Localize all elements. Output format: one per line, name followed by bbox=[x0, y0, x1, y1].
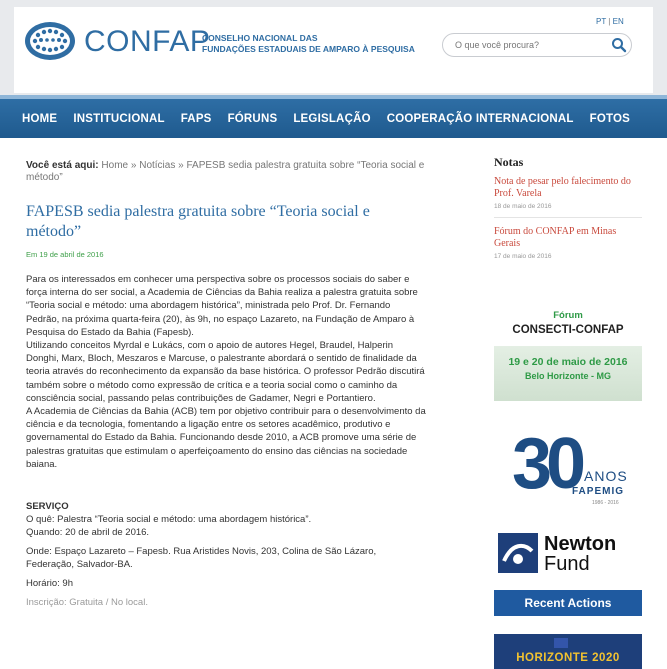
recent-actions-button[interactable]: Recent Actions bbox=[494, 590, 642, 616]
forum-label: Fórum bbox=[553, 310, 583, 321]
forum-name: CONSECTI-CONFAP bbox=[512, 324, 624, 336]
search-icon[interactable] bbox=[611, 37, 627, 53]
servico-when: Quando: 20 de abril de 2016. bbox=[26, 527, 150, 539]
brand-subtitle-line1: CONSELHO NACIONAL DAS bbox=[202, 33, 318, 43]
confap-logo-icon[interactable] bbox=[24, 21, 76, 61]
nav-item-foruns[interactable]: FÓRUNS bbox=[227, 112, 278, 125]
main-navigation bbox=[0, 95, 667, 138]
article-title: FAPESB sedia palestra gratuita sobre “Teoria social e método” bbox=[26, 203, 370, 240]
brand-name[interactable]: CONFAP bbox=[84, 25, 211, 58]
list-item bbox=[494, 176, 642, 210]
lang-pt-link[interactable]: PT bbox=[596, 17, 607, 26]
nav-item-legislacao[interactable]: LEGISLAÇÃO bbox=[293, 112, 371, 125]
site-header bbox=[0, 0, 667, 95]
language-switcher bbox=[596, 17, 624, 26]
servico-entry: Inscrição: Gratuita / No local. bbox=[26, 597, 148, 609]
nav-item-institucional[interactable]: INSTITUCIONAL bbox=[73, 112, 165, 125]
divider bbox=[494, 210, 642, 218]
horizonte-label: HORIZONTE 2020 bbox=[516, 652, 620, 664]
newton-fund-banner[interactable] bbox=[494, 531, 642, 581]
list-item bbox=[494, 226, 642, 260]
fapemig-anos: ANOS bbox=[584, 468, 628, 484]
nav-item-fotos[interactable]: FOTOS bbox=[589, 112, 631, 125]
nav-menu bbox=[22, 99, 646, 138]
brand-subtitle-line2: FUNDAÇÕES ESTADUAIS DE AMPARO À PESQUISA bbox=[202, 44, 415, 54]
search-box bbox=[442, 33, 632, 57]
note-date: 18 de maio de 2016 bbox=[494, 203, 552, 210]
article-column bbox=[26, 160, 456, 609]
article-date: Em 19 de abril de 2016 bbox=[26, 250, 104, 259]
breadcrumb bbox=[26, 160, 456, 184]
servico-what: O quê: Palestra “Teoria social e método: uma abordagem histórica”. bbox=[26, 514, 312, 526]
breadcrumb-separator: » bbox=[128, 160, 140, 171]
servico-where: Onde: Espaço Lazareto – Fapesb. Rua Aristides Novis, 203, Colina de São Lázaro, Federação, Salvador-BA. bbox=[26, 546, 377, 571]
forum-dates: 19 e 20 de maio de 2016 bbox=[508, 356, 628, 368]
nav-item-home[interactable]: HOME bbox=[22, 112, 58, 125]
breadcrumb-prefix: Você está aqui: bbox=[26, 160, 99, 171]
breadcrumb-current: FAPESB sedia palestra gratuita sobre “Teoria social e método” bbox=[26, 160, 425, 183]
newton-line1: Newton bbox=[544, 533, 617, 555]
note-date: 17 de maio de 2016 bbox=[494, 253, 552, 260]
newton-fund-icon bbox=[498, 533, 538, 573]
forum-date-panel bbox=[494, 346, 642, 401]
nav-item-cooperacao-internacional[interactable]: COOPERAÇÃO INTERNACIONAL bbox=[386, 112, 574, 125]
newton-line2: Fund bbox=[544, 553, 590, 575]
breadcrumb-section-link[interactable]: Notícias bbox=[139, 160, 176, 171]
article-paragraph: Utilizando conceitos Myrdal e Lukács, com o apoio de autores Hegel, Braudel, Halperin Donghi, Marx, Bloch, Meszaros e Marcuse, o palestrante abordará o sentido de finalidade da teoria através do reconhecimento da expansão da base histórica. O professor Pedrão discutirá também sobre o método como expressão de crítica e a teoria social como o caminho da consciência social, passando pelas contribuições de Gadamer, Negri e Portantiero. bbox=[26, 340, 425, 404]
fapemig-number: 30 bbox=[512, 424, 581, 504]
fapemig-name: FAPEMIG bbox=[572, 486, 625, 497]
sidebar-notes bbox=[494, 155, 642, 260]
article-body bbox=[26, 273, 426, 609]
lang-en-link[interactable]: EN bbox=[612, 17, 624, 26]
nav-item-faps[interactable]: FAPS bbox=[180, 112, 212, 125]
header-panel bbox=[14, 7, 653, 93]
fapemig-years: 1986 - 2016 bbox=[592, 500, 619, 506]
forum-banner[interactable] bbox=[494, 296, 642, 401]
brand-subtitle bbox=[202, 33, 415, 55]
notes-heading: Notas bbox=[494, 155, 524, 169]
forum-place: Belo Horizonte - MG bbox=[525, 371, 611, 381]
breadcrumb-separator: » bbox=[175, 160, 187, 171]
breadcrumb-home-link[interactable]: Home bbox=[101, 160, 129, 171]
servico-heading: SERVIÇO bbox=[26, 501, 69, 513]
eu-flag-icon bbox=[554, 638, 568, 648]
note-link[interactable]: Fórum do CONFAP em Minas Gerais bbox=[494, 226, 617, 249]
horizonte-2020-banner[interactable] bbox=[494, 634, 642, 669]
note-link[interactable]: Nota de pesar pelo falecimento do Prof. Varela bbox=[494, 176, 631, 199]
article-paragraph: A Academia de Ciências da Bahia (ACB) tem por objetivo contribuir para o desenvolvimento da ciência e da tecnologia, fomentando a ligação entre os setores acadêmico, produtivo e governamental do Estado da Bahia. Funcionando desde 2010, a ACB promove uma série de palestras gratuitas que estimulam o aperfeiçoamento do ensino das ciências na sociedade baiana. bbox=[26, 406, 426, 470]
fapemig-banner[interactable] bbox=[494, 418, 642, 518]
search-input[interactable] bbox=[455, 38, 605, 52]
lang-separator: | bbox=[606, 17, 613, 26]
article-paragraph: Para os interessados em conhecer uma perspectiva sobre os processos sociais do saber e força interna do ser social, a Academia de Ciências da Bahia realiza a palestra gratuita sobre “Teoria social e método: uma abordagem histórica”, ministrada pelo Prof. Dr. Fernando Pedrão, na próxima quarta-feira (20), às 9h, no espaço Lazareto, na Fundação de Amparo à Pesquisa do Estado da Bahia (Fapesb). bbox=[26, 274, 418, 338]
servico-time: Horário: 9h bbox=[26, 578, 73, 590]
